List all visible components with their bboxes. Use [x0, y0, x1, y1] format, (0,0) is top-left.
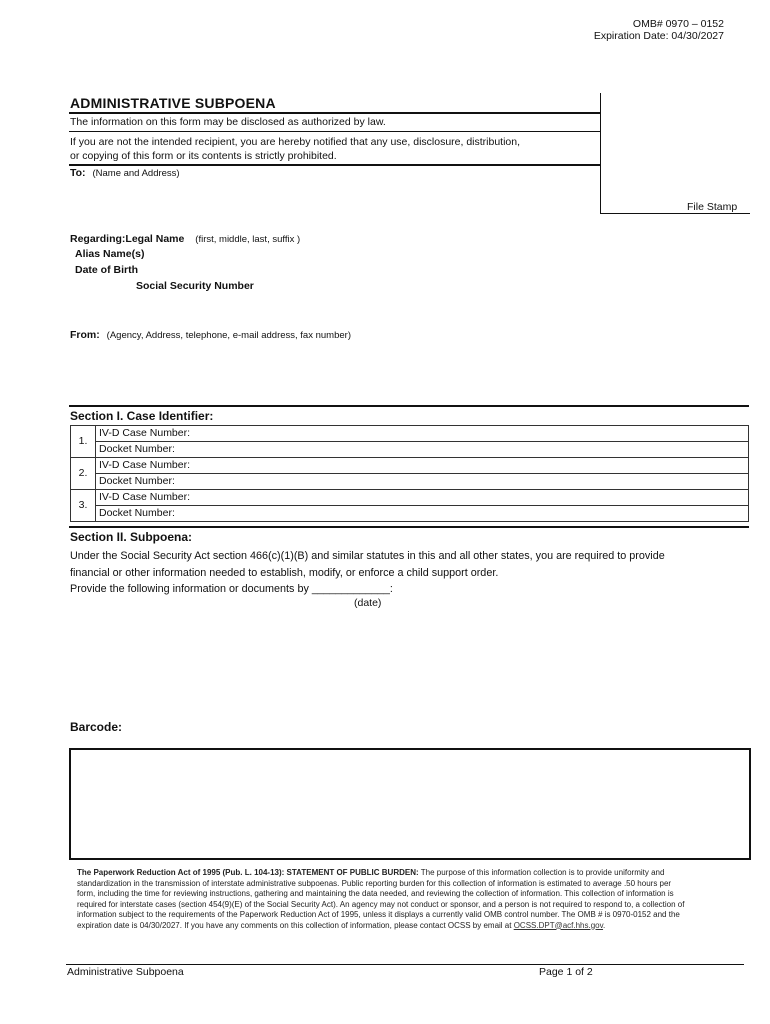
iv-d-case-number-field[interactable]: IV-D Case Number: [96, 458, 749, 474]
paperwork-body: The purpose of this information collection is to provide uniformity and standardization in the transmission of interstate administrative subpoenas. Public reporting burden for this collection of information is estimated to average .50 hours per form, including the time for reviewing instructions, gathering and maintaining the data needed, and reviewing the collection of information. This collection of information is required for interstate cases (section 454(9)(E) of the Social Security Act). An agency may not conduct or sponsor, and a person is not required to respond to, a collection of information subject to the requirements of the Paperwork Reduction Act of 1995, unless it displays a currently valid OMB control number. The OMB # is 0970-0152 and the expiration date is 04/30/2027. If you have any comments on this collection of information, please contact OCSS by email at [77, 868, 685, 930]
notice-bottom-rule [69, 164, 601, 166]
date-hint: (date) [354, 597, 382, 609]
regarding-label: Regarding:Legal Name [70, 233, 185, 245]
section2-line-1: Under the Social Security Act section 466(c)(1)(B) and similar statutes in this and all other states, you are required to provide [70, 550, 665, 562]
barcode-bottom-rule [69, 858, 751, 860]
alias-name-label: Alias Name(s) [75, 248, 145, 260]
case-row-3-docket [71, 506, 749, 522]
section1-top-rule [69, 405, 749, 407]
regarding-hint: (first, middle, last, suffix ) [195, 234, 301, 245]
iv-d-case-number-field[interactable]: IV-D Case Number: [96, 426, 749, 442]
date-of-birth-label: Date of Birth [75, 264, 138, 276]
to-label: To: [70, 167, 86, 179]
case-row-2-docket [71, 474, 749, 490]
provide-by-date-field[interactable]: Provide the following information or documents by _____________: [70, 583, 393, 595]
omb-number: OMB# 0970 – 0152 [632, 18, 724, 30]
section1-heading: Section I. Case Identifier: [70, 409, 214, 423]
file-stamp-label: File Stamp [687, 201, 738, 213]
paperwork-lead: The Paperwork Reduction Act of 1995 (Pub. L. 104-13): STATEMENT OF PUBLIC BURDEN: [77, 868, 419, 877]
paperwork-statement [77, 868, 687, 931]
regarding-legal-name-field[interactable] [70, 233, 300, 246]
notice-line-2b: or copying of this form or its contents is strictly prohibited. [70, 150, 337, 162]
barcode-label: Barcode: [70, 720, 123, 734]
notice-rule [69, 131, 601, 132]
from-label: From: [70, 329, 100, 341]
expiration-date: Expiration Date: 04/30/2027 [593, 30, 724, 42]
ocss-email-link[interactable]: OCSS.DPT@acf.hhs.gov [513, 920, 604, 930]
barcode-box [69, 748, 751, 860]
paperwork-tail: . [603, 920, 606, 930]
section2-line-2: financial or other information needed to establish, modify, or enforce a child support order. [70, 567, 499, 579]
docket-number-field[interactable]: Docket Number: [96, 474, 749, 490]
case-identifier-table [70, 425, 749, 522]
notice-line-2a: If you are not the intended recipient, you are hereby notified that any use, disclosure, distribution, [70, 136, 521, 148]
footer-rule [66, 964, 744, 965]
page-number: Page 1 of 2 [539, 966, 593, 978]
docket-number-field[interactable]: Docket Number: [96, 506, 749, 522]
case-row-2-case [71, 458, 749, 474]
from-field[interactable] [70, 329, 351, 342]
iv-d-case-number-field[interactable]: IV-D Case Number: [96, 490, 749, 506]
ssn-label: Social Security Number [136, 280, 254, 292]
file-stamp-border-left [600, 93, 601, 213]
case-row-number: 3. [71, 490, 96, 522]
case-row-number: 1. [71, 426, 96, 458]
to-hint: (Name and Address) [92, 168, 180, 179]
to-field[interactable] [70, 167, 180, 180]
section2-heading: Section II. Subpoena: [70, 530, 193, 544]
case-row-1-case [71, 426, 749, 442]
notice-line-1: The information on this form may be disclosed as authorized by law. [70, 116, 386, 128]
title-rule [69, 112, 601, 114]
case-row-1-docket [71, 442, 749, 458]
docket-number-field[interactable]: Docket Number: [96, 442, 749, 458]
footer-form-name: Administrative Subpoena [67, 966, 184, 978]
case-row-3-case [71, 490, 749, 506]
from-hint: (Agency, Address, telephone, e-mail address, fax number) [106, 330, 351, 341]
section2-top-rule [69, 526, 749, 528]
omb-header [594, 18, 724, 42]
page-title: ADMINISTRATIVE SUBPOENA [70, 95, 276, 111]
case-row-number: 2. [71, 458, 96, 490]
